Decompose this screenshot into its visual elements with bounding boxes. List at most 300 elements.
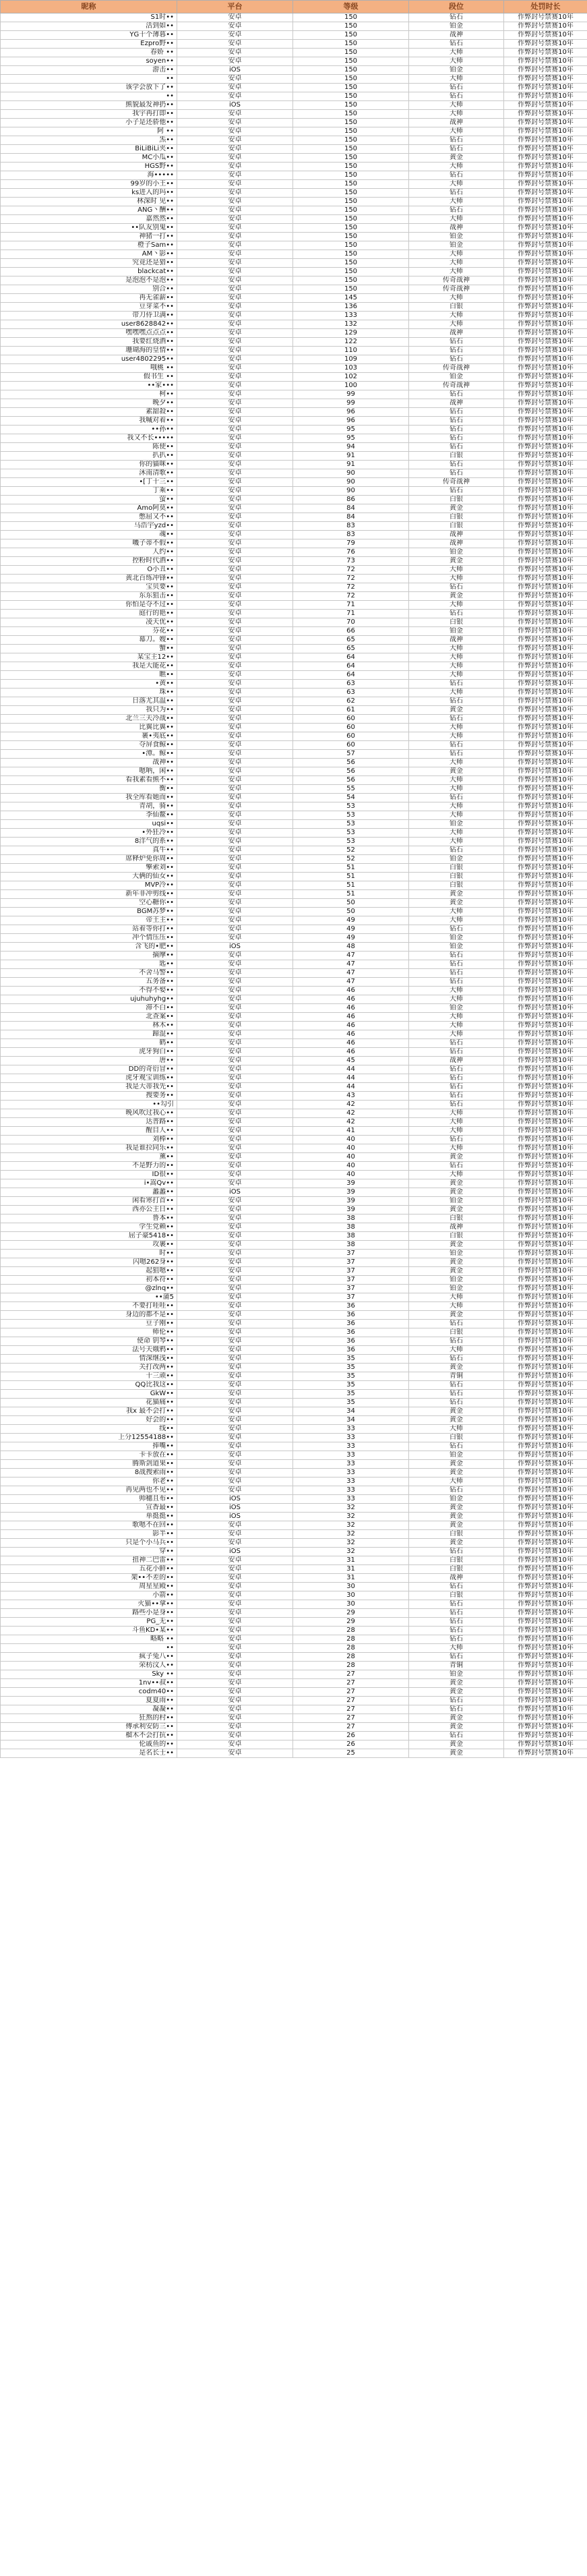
rank-cell: 大师 [409,1022,504,1030]
penalty-cell: 作弊封号禁赛10年 [504,189,587,198]
nickname-cell: 夏夏雨•• [1,1697,177,1705]
platform-cell: 安卓 [177,1434,293,1442]
table-row [1,364,587,373]
rank-cell: 黄金 [409,592,504,601]
table-row [1,1179,587,1188]
table-row [1,881,587,890]
rank-cell: 钻石 [409,145,504,154]
table-row [1,40,587,49]
platform-cell: 安卓 [177,171,293,180]
table-row [1,1232,587,1241]
nickname-cell: 卡卡放在•• [1,1451,177,1460]
penalty-cell: 作弊封号禁赛10年 [504,1583,587,1591]
platform-cell: 安卓 [177,399,293,408]
platform-cell: 安卓 [177,1600,293,1609]
penalty-cell: 作弊封号禁赛10年 [504,303,587,312]
table-row [1,504,587,513]
level-cell: 46 [293,1048,409,1057]
platform-cell: 安卓 [177,636,293,645]
penalty-cell: 作弊封号禁赛10年 [504,1328,587,1337]
level-cell: 110 [293,347,409,355]
platform-cell: iOS [177,101,293,110]
table-row [1,575,587,583]
platform-cell: 安卓 [177,75,293,84]
platform-cell: 安卓 [177,820,293,829]
table-row [1,75,587,84]
table-row [1,1074,587,1083]
nickname-cell: 晚夕•• [1,399,177,408]
platform-cell: 安卓 [177,434,293,443]
rank-cell: 白银 [409,873,504,881]
table-row [1,1740,587,1749]
platform-cell: 安卓 [177,1469,293,1477]
penalty-cell: 作弊封号禁赛10年 [504,40,587,49]
platform-cell: 安卓 [177,969,293,978]
nickname-cell: 空心糖你•• [1,899,177,908]
platform-cell: 安卓 [177,557,293,566]
rank-cell: 白银 [409,1565,504,1574]
nickname-cell: 我是谁拉同乐•• [1,1144,177,1153]
penalty-cell: 作弊封号禁赛10年 [504,13,587,22]
nickname-cell: 某宝主12•• [1,653,177,662]
level-cell: 150 [293,171,409,180]
platform-cell: 安卓 [177,1565,293,1574]
header-platform: 平台 [177,1,293,13]
rank-cell: 白银 [409,864,504,873]
level-cell: 150 [293,31,409,40]
level-cell: 84 [293,513,409,522]
platform-cell: 安卓 [177,1285,293,1293]
penalty-cell: 作弊封号禁赛10年 [504,575,587,583]
table-row [1,1434,587,1442]
level-cell: 35 [293,1390,409,1399]
level-cell: 150 [293,66,409,75]
level-cell: 129 [293,329,409,338]
platform-cell: 安卓 [177,802,293,811]
nickname-cell: ks进入的玛•• [1,189,177,198]
nickname-cell: 伦戚鱼的•• [1,1740,177,1749]
platform-cell: 安卓 [177,864,293,873]
platform-cell: 安卓 [177,1425,293,1434]
rank-cell: 钻石 [409,1399,504,1407]
nickname-cell: 8洋气的系•• [1,838,177,846]
penalty-cell: 作弊封号禁赛10年 [504,1004,587,1013]
nickname-cell: 沐南清歌•• [1,469,177,478]
nickname-cell: 含飞的•肥•• [1,943,177,952]
level-cell: 36 [293,1311,409,1320]
nickname-cell: 幕刀。嫂•• [1,636,177,645]
table-row [1,390,587,399]
nickname-cell: 荣枋汶人•• [1,1662,177,1670]
nickname-cell: 马浩宇yzd•• [1,522,177,531]
penalty-cell: 作弊封号禁赛10年 [504,689,587,697]
nickname-cell: 瞧•• [1,671,177,680]
level-cell: 37 [293,1250,409,1258]
level-cell: 39 [293,1179,409,1188]
level-cell: 150 [293,136,409,145]
rank-cell: 战神 [409,539,504,548]
platform-cell: 安卓 [177,40,293,49]
level-cell: 150 [293,101,409,110]
platform-cell: 安卓 [177,1635,293,1644]
level-cell: 38 [293,1223,409,1232]
rank-cell: 黄金 [409,1504,504,1513]
level-cell: 95 [293,434,409,443]
table-row [1,373,587,382]
nickname-cell: 匙•• [1,960,177,969]
penalty-cell: 作弊封号禁赛10年 [504,759,587,767]
rank-cell: 钻石 [409,1048,504,1057]
level-cell: 32 [293,1539,409,1548]
rank-cell: 黄金 [409,899,504,908]
platform-cell: 安卓 [177,224,293,233]
rank-cell: 大师 [409,811,504,820]
nickname-cell: 林木•• [1,1022,177,1030]
platform-cell: 安卓 [177,364,293,373]
platform-cell: 安卓 [177,1460,293,1469]
rank-cell: 大师 [409,785,504,794]
level-cell: 53 [293,820,409,829]
table-row [1,145,587,154]
table-row [1,1162,587,1171]
rank-cell: 传奇战神 [409,285,504,294]
penalty-cell: 作弊封号禁赛10年 [504,382,587,390]
rank-cell: 大师 [409,75,504,84]
penalty-cell: 作弊封号禁赛10年 [504,329,587,338]
rank-cell: 战神 [409,224,504,233]
rank-cell: 钻石 [409,426,504,434]
rank-cell: 青铜 [409,1372,504,1381]
nickname-cell: 醒目人•• [1,1127,177,1136]
platform-cell: 安卓 [177,469,293,478]
nickname-cell: 凝凝•• [1,1705,177,1714]
platform-cell: 安卓 [177,916,293,925]
platform-cell: 安卓 [177,680,293,689]
penalty-cell: 作弊封号禁赛10年 [504,206,587,215]
level-cell: 56 [293,759,409,767]
rank-cell: 大师 [409,1118,504,1127]
rank-cell: 大师 [409,645,504,653]
platform-cell: 安卓 [177,1346,293,1355]
table-row [1,487,587,496]
level-cell: 103 [293,364,409,373]
level-cell: 61 [293,706,409,715]
nickname-cell: 带刀侍卫满•• [1,312,177,320]
penalty-cell: 作弊封号禁赛10年 [504,1521,587,1530]
platform-cell: 安卓 [177,995,293,1004]
platform-cell: 安卓 [177,92,293,101]
nickname-cell: 单挺挺•• [1,1513,177,1521]
rank-cell: 传奇战神 [409,478,504,487]
platform-cell: 安卓 [177,987,293,995]
level-cell: 34 [293,1407,409,1416]
nickname-cell: 五务备•• [1,978,177,987]
level-cell: 45 [293,1057,409,1065]
penalty-cell: 作弊封号禁赛10年 [504,1548,587,1556]
level-cell: 46 [293,1030,409,1039]
penalty-cell: 作弊封号禁赛10年 [504,1022,587,1030]
penalty-cell: 作弊封号禁赛10年 [504,987,587,995]
nickname-cell: 芬花•• [1,627,177,636]
platform-cell: 安卓 [177,259,293,268]
platform-cell: 安卓 [177,241,293,250]
rank-cell: 大师 [409,575,504,583]
platform-cell: 安卓 [177,1723,293,1732]
level-cell: 50 [293,908,409,916]
nickname-cell: 屈子豪5418•• [1,1232,177,1241]
table-row [1,136,587,145]
platform-cell: 安卓 [177,1258,293,1267]
level-cell: 46 [293,1013,409,1022]
penalty-cell: 作弊封号禁赛10年 [504,995,587,1004]
rank-cell: 黄金 [409,1740,504,1749]
nickname-cell: 8战搜索雨•• [1,1469,177,1477]
penalty-cell: 作弊封号禁赛10年 [504,347,587,355]
rank-cell: 白银 [409,522,504,531]
table-row [1,610,587,618]
platform-cell: 安卓 [177,426,293,434]
platform-cell: 安卓 [177,57,293,66]
table-row [1,1285,587,1293]
penalty-cell: 作弊封号禁赛10年 [504,312,587,320]
nickname-cell: 凌天优•• [1,618,177,627]
penalty-cell: 作弊封号禁赛10年 [504,373,587,382]
header-nickname: 昵称 [1,1,177,13]
platform-cell: 安卓 [177,276,293,285]
level-cell: 51 [293,890,409,899]
penalty-cell: 作弊封号禁赛10年 [504,618,587,627]
level-cell: 42 [293,1101,409,1109]
platform-cell: 安卓 [177,1627,293,1635]
nickname-cell: 虎牙观宝训练•• [1,1074,177,1083]
penalty-cell: 作弊封号禁赛10年 [504,1451,587,1460]
rank-cell: 白银 [409,496,504,504]
rank-cell: 铂金 [409,1004,504,1013]
level-cell: 37 [293,1293,409,1302]
nickname-cell: 衡•• [1,785,177,794]
table-row [1,434,587,443]
level-cell: 66 [293,627,409,636]
table-row [1,198,587,206]
platform-cell: iOS [177,1504,293,1513]
platform-cell: iOS [177,1513,293,1521]
nickname-cell: •黄•• [1,680,177,689]
penalty-cell: 作弊封号禁赛10年 [504,136,587,145]
nickname-cell: 身边的都不是•• [1,1311,177,1320]
level-cell: 40 [293,1162,409,1171]
table-row [1,478,587,487]
platform-cell: 安卓 [177,978,293,987]
table-row [1,399,587,408]
level-cell: 39 [293,1206,409,1214]
platform-cell: 安卓 [177,390,293,399]
platform-cell: 安卓 [177,1583,293,1591]
penalty-cell: 作弊封号禁赛10年 [504,198,587,206]
platform-cell: 安卓 [177,1539,293,1548]
penalty-cell: 作弊封号禁赛10年 [504,1469,587,1477]
nickname-cell: 豆芽菜不•• [1,303,177,312]
nickname-cell: 假书生 •• [1,373,177,382]
table-row [1,1635,587,1644]
rank-cell: 大师 [409,916,504,925]
rank-cell: 大师 [409,250,504,259]
penalty-cell: 作弊封号禁赛10年 [504,881,587,890]
nickname-cell: 战神•• [1,759,177,767]
rank-cell: 黄金 [409,1407,504,1416]
rank-cell: 白银 [409,881,504,890]
table-row [1,1039,587,1048]
penalty-cell: 作弊封号禁赛10年 [504,1477,587,1486]
platform-cell: 安卓 [177,1074,293,1083]
platform-cell: 安卓 [177,925,293,934]
nickname-cell: user4802295•• [1,355,177,364]
platform-cell: 安卓 [177,1364,293,1372]
level-cell: 60 [293,732,409,741]
platform-cell: 安卓 [177,408,293,417]
table-row [1,820,587,829]
table-row [1,1048,587,1057]
penalty-cell: 作弊封号禁赛10年 [504,1399,587,1407]
nickname-cell: ••家••• [1,382,177,390]
platform-cell: 安卓 [177,1732,293,1740]
level-cell: 60 [293,724,409,732]
level-cell: 150 [293,49,409,57]
level-cell: 63 [293,680,409,689]
platform-cell: 安卓 [177,355,293,364]
platform-cell: 安卓 [177,163,293,171]
table-row [1,1022,587,1030]
rank-cell: 传奇战神 [409,276,504,285]
penalty-cell: 作弊封号禁赛10年 [504,1714,587,1723]
rank-cell: 钻石 [409,92,504,101]
penalty-cell: 作弊封号禁赛10年 [504,215,587,224]
nickname-cell: 再见两也不见•• [1,1486,177,1495]
rank-cell: 大师 [409,724,504,732]
table-row [1,119,587,127]
penalty-cell: 作弊封号禁赛10年 [504,934,587,943]
penalty-cell: 作弊封号禁赛10年 [504,592,587,601]
nickname-cell: 只是个小马兵•• [1,1539,177,1548]
level-cell: 32 [293,1504,409,1513]
rank-cell: 黄金 [409,1241,504,1250]
penalty-cell: 作弊封号禁赛10年 [504,1250,587,1258]
platform-cell: 安卓 [177,908,293,916]
penalty-cell: 作弊封号禁赛10年 [504,925,587,934]
rank-cell: 钻石 [409,40,504,49]
platform-cell: 安卓 [177,215,293,224]
rank-cell: 钻石 [409,443,504,452]
penalty-cell: 作弊封号禁赛10年 [504,1416,587,1425]
rank-cell: 大师 [409,1127,504,1136]
rank-cell: 大师 [409,180,504,189]
penalty-cell: 作弊封号禁赛10年 [504,680,587,689]
platform-cell: 安卓 [177,1740,293,1749]
table-row [1,697,587,706]
level-cell: 150 [293,250,409,259]
nickname-cell: 真牛•• [1,846,177,855]
rank-cell: 钻石 [409,741,504,750]
table-row [1,1241,587,1250]
nickname-cell: 好会的•• [1,1416,177,1425]
nickname-cell: 闲看寒打首•• [1,1197,177,1206]
table-row [1,601,587,610]
level-cell: 28 [293,1635,409,1644]
penalty-cell: 作弊封号禁赛10年 [504,1740,587,1749]
rank-cell: 钻石 [409,171,504,180]
table-row [1,1688,587,1697]
level-cell: 31 [293,1574,409,1583]
table-row [1,943,587,952]
nickname-cell: AM丶影•• [1,250,177,259]
table-row [1,276,587,285]
rank-cell: 黄金 [409,1688,504,1697]
platform-cell: 安卓 [177,697,293,706]
level-cell: 150 [293,154,409,163]
table-row [1,1451,587,1460]
rank-cell: 大师 [409,110,504,119]
level-cell: 46 [293,1022,409,1030]
platform-cell: 安卓 [177,1381,293,1390]
penalty-cell: 作弊封号禁赛10年 [504,1407,587,1416]
nickname-cell: blackcat•• [1,268,177,276]
penalty-cell: 作弊封号禁赛10年 [504,829,587,838]
rank-cell: 钻石 [409,1039,504,1048]
table-row [1,180,587,189]
table-row [1,171,587,180]
rank-cell: 钻石 [409,390,504,399]
rank-cell: 钻石 [409,1320,504,1328]
nickname-cell: 大俩的仙女•• [1,873,177,881]
platform-cell: 安卓 [177,610,293,618]
rank-cell: 大师 [409,163,504,171]
nickname-cell: 搜要务•• [1,1092,177,1101]
level-cell: 109 [293,355,409,364]
penalty-cell: 作弊封号禁赛10年 [504,1153,587,1162]
level-cell: 52 [293,855,409,864]
platform-cell: 安卓 [177,1118,293,1127]
level-cell: 57 [293,750,409,759]
penalty-cell: 作弊封号禁赛10年 [504,627,587,636]
penalty-cell: 作弊封号禁赛10年 [504,469,587,478]
platform-cell: 安卓 [177,49,293,57]
platform-cell: 安卓 [177,110,293,119]
rank-cell: 钻石 [409,1732,504,1740]
level-cell: 100 [293,382,409,390]
platform-cell: 安卓 [177,750,293,759]
rank-cell: 大师 [409,838,504,846]
rank-cell: 战神 [409,1057,504,1065]
platform-cell: 安卓 [177,31,293,40]
rank-cell: 钻石 [409,1136,504,1144]
platform-cell: 安卓 [177,846,293,855]
table-row [1,1372,587,1381]
nickname-cell: 你的貓咪•• [1,461,177,469]
platform-cell: 安卓 [177,1521,293,1530]
rank-cell: 钻石 [409,750,504,759]
rank-cell: 白银 [409,1232,504,1241]
level-cell: 73 [293,557,409,566]
penalty-cell: 作弊封号禁赛10年 [504,671,587,680]
level-cell: 150 [293,215,409,224]
nickname-cell: 北兰三天冷战•• [1,715,177,724]
level-cell: 70 [293,618,409,627]
table-row [1,1574,587,1583]
nickname-cell: 该学会放下了•• [1,84,177,92]
table-row [1,1381,587,1390]
level-cell: 38 [293,1232,409,1241]
table-row [1,759,587,767]
table-row [1,1460,587,1469]
